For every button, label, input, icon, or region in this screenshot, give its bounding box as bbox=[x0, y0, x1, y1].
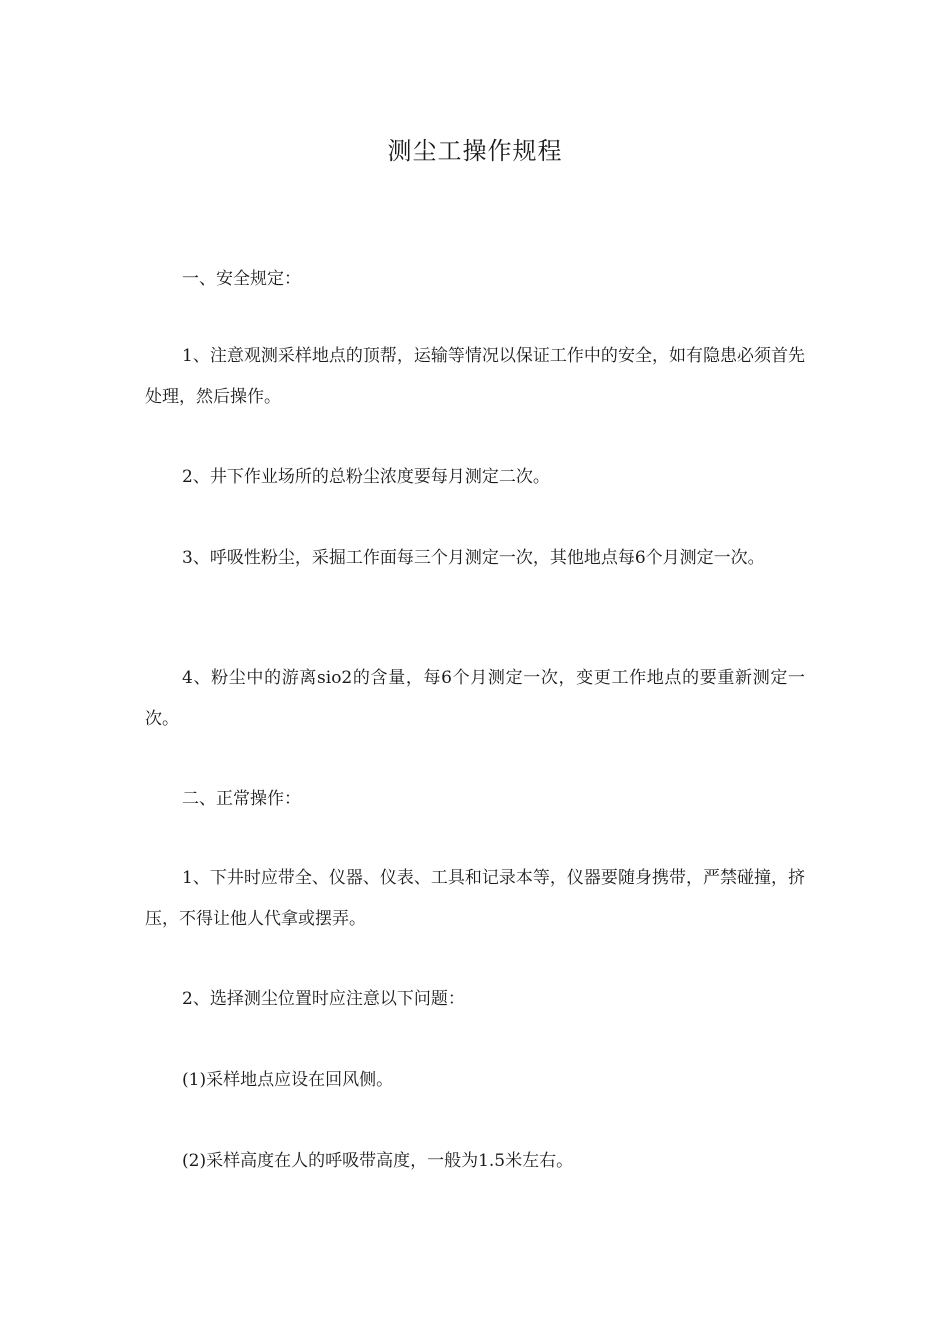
operation-subrule-1: (1)采样地点应设在回风侧。 bbox=[182, 1070, 394, 1090]
document-title: 测尘工操作规程 bbox=[387, 137, 563, 165]
section-heading-safety: 一、安全规定： bbox=[182, 269, 301, 289]
safety-rule-2: 2、井下作业场所的总粉尘浓度要每月测定二次。 bbox=[182, 467, 550, 487]
operation-subrule-2: (2)采样高度在人的呼吸带高度，一般为1.5米左右。 bbox=[182, 1151, 574, 1171]
section-heading-operation: 二、正常操作： bbox=[182, 789, 301, 809]
operation-rule-1: 1、下井时应带全、仪器、仪表、工具和记录本等，仪器要随身携带，严禁碰撞，挤压，不得让他人代拿或摆弄。 bbox=[145, 868, 805, 929]
safety-rule-4: 4、粉尘中的游离sio2的含量，每6个月测定一次，变更工作地点的要重新测定一次。 bbox=[145, 668, 805, 729]
operation-rule-2: 2、选择测尘位置时应注意以下问题： bbox=[182, 989, 465, 1009]
safety-rule-3: 3、呼吸性粉尘，采掘工作面每三个月测定一次，其他地点每6个月测定一次。 bbox=[182, 548, 765, 568]
safety-rule-1: 1、注意观测采样地点的顶帮，运输等情况以保证工作中的安全，如有隐患必须首先处理，然后操作。 bbox=[145, 346, 805, 407]
